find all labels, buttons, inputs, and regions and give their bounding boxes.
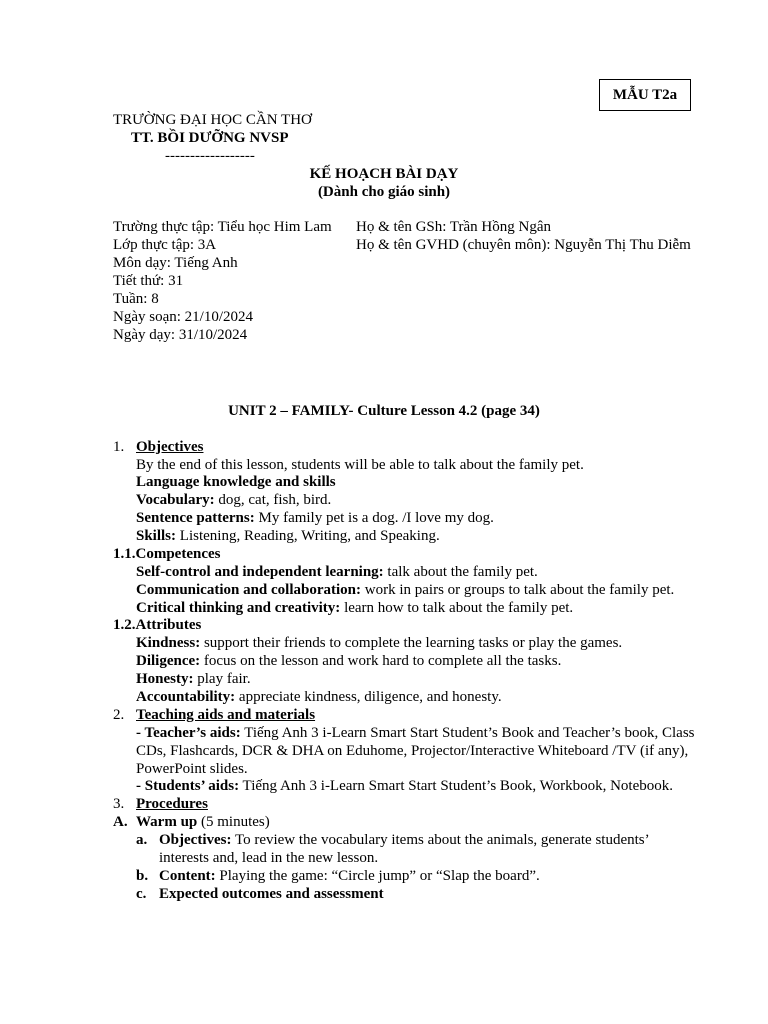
kindness-text: support their friends to complete the learning tasks or play the games. xyxy=(200,635,623,651)
kindness-label: Kindness: xyxy=(136,635,201,651)
student-aids-label: - Students’ aids: xyxy=(136,778,240,794)
honesty-label: Honesty: xyxy=(136,671,194,687)
vocabulary-label: Vocabulary: xyxy=(136,492,215,508)
item-b-letter: b. xyxy=(136,868,149,884)
week-info: Tuần: 8 xyxy=(113,291,159,307)
item-b-label: Content: xyxy=(159,868,216,884)
student-aids-line xyxy=(136,777,673,795)
accountability-label: Accountability: xyxy=(136,689,236,705)
objectives-number: 1. xyxy=(113,439,125,455)
warmup-time: (5 minutes) xyxy=(197,814,270,830)
attributes-heading: 1.2.Attributes xyxy=(113,617,202,633)
form-code-box: MẪU T2a xyxy=(599,79,691,111)
class-info: Lớp thực tập: 3A xyxy=(113,237,217,253)
unit-title: UNIT 2 – FAMILY- Culture Lesson 4.2 (page 34) xyxy=(228,403,540,419)
item-c-label: Expected outcomes and assessment xyxy=(159,886,384,902)
procedures-heading: Procedures xyxy=(136,796,208,812)
supervisor-info: Họ & tên GVHD (chuyên môn): Nguyễn Thị Thu Diễm xyxy=(356,237,691,253)
sentence-line xyxy=(136,509,494,527)
communication-line xyxy=(136,581,674,599)
diligence-label: Diligence: xyxy=(136,653,201,669)
critical-thinking-label: Critical thinking and creativity: xyxy=(136,600,341,616)
trainee-info: Họ & tên GSh: Trần Hồng Ngân xyxy=(356,219,552,235)
self-control-text: talk about the family pet. xyxy=(383,564,538,580)
item-b-line xyxy=(159,867,540,885)
language-heading: Language knowledge and skills xyxy=(136,474,336,490)
school-info: Trường thực tập: Tiểu học Him Lam xyxy=(113,219,332,235)
warmup-letter: A. xyxy=(113,814,128,830)
self-control-line xyxy=(136,563,538,581)
teacher-aids-label: - Teacher’s aids: xyxy=(136,725,241,741)
document-subtitle: (Dành cho giáo sinh) xyxy=(317,184,451,200)
vocabulary-line xyxy=(136,491,331,509)
skills-line xyxy=(136,527,440,545)
aids-number: 2. xyxy=(113,707,125,723)
communication-text: work in pairs or groups to talk about the family pet. xyxy=(361,582,675,598)
critical-thinking-line xyxy=(136,599,573,617)
prep-date-info: Ngày soạn: 21/10/2024 xyxy=(113,309,253,325)
teacher-aids-paragraph xyxy=(136,724,698,778)
skills-text: Listening, Reading, Writing, and Speaking. xyxy=(176,528,440,544)
kindness-line xyxy=(136,634,622,652)
self-control-label: Self-control and independent learning: xyxy=(136,564,384,580)
sentence-label: Sentence patterns: xyxy=(136,510,255,526)
teach-date-info: Ngày dạy: 31/10/2024 xyxy=(113,327,248,343)
critical-thinking-text: learn how to talk about the family pet. xyxy=(340,600,574,616)
honesty-text: play fair. xyxy=(193,671,251,687)
item-a-label: Objectives: xyxy=(159,832,232,848)
item-a-text: To review the vocabulary items about the animals, generate students’ interests and, lead in the new lesson. xyxy=(159,832,649,866)
communication-label: Communication and collaboration: xyxy=(136,582,362,598)
diligence-text: focus on the lesson and work hard to complete all the tasks. xyxy=(200,653,562,669)
accountability-line xyxy=(136,688,502,706)
aids-heading: Teaching aids and materials xyxy=(136,707,316,723)
subject-info: Môn dạy: Tiếng Anh xyxy=(113,255,238,271)
period-info: Tiết thứ: 31 xyxy=(113,273,184,289)
objectives-heading: Objectives xyxy=(136,439,204,455)
accountability-text: appreciate kindness, diligence, and honesty. xyxy=(235,689,502,705)
vocabulary-text: dog, cat, fish, bird. xyxy=(214,492,332,508)
item-a-letter: a. xyxy=(136,832,148,848)
training-center-name: TT. BỒI DƯỠNG NVSP xyxy=(131,130,289,146)
diligence-line xyxy=(136,652,561,670)
skills-label: Skills: xyxy=(136,528,177,544)
item-c-letter: c. xyxy=(136,886,147,902)
teacher-aids-text: Tiếng Anh 3 i-Learn Smart Start Student’s Book and Teacher’s book, Class CDs, Flashcards, DCR & DHA on Eduhome, Projector/Interactive Whiteboard /TV (if any), PowerPoint slides. xyxy=(136,725,695,777)
item-a-paragraph xyxy=(159,831,679,867)
student-aids-text: Tiếng Anh 3 i-Learn Smart Start Student’s Book, Workbook, Notebook. xyxy=(239,778,674,794)
warmup-label: Warm up xyxy=(136,814,198,830)
university-name: TRƯỜNG ĐẠI HỌC CẦN THƠ xyxy=(113,112,312,128)
warmup-line xyxy=(136,813,270,831)
document-title: KẾ HOẠCH BÀI DẠY xyxy=(309,166,459,182)
competences-heading: 1.1.Competences xyxy=(113,546,221,562)
header-divider: ------------------ xyxy=(165,148,255,164)
honesty-line xyxy=(136,670,251,688)
item-b-text: Playing the game: “Circle jump” or “Slap the board”. xyxy=(215,868,540,884)
objectives-intro: By the end of this lesson, students will be able to talk about the family pet. xyxy=(136,457,584,473)
procedures-number: 3. xyxy=(113,796,125,812)
sentence-text: My family pet is a dog. /I love my dog. xyxy=(254,510,494,526)
